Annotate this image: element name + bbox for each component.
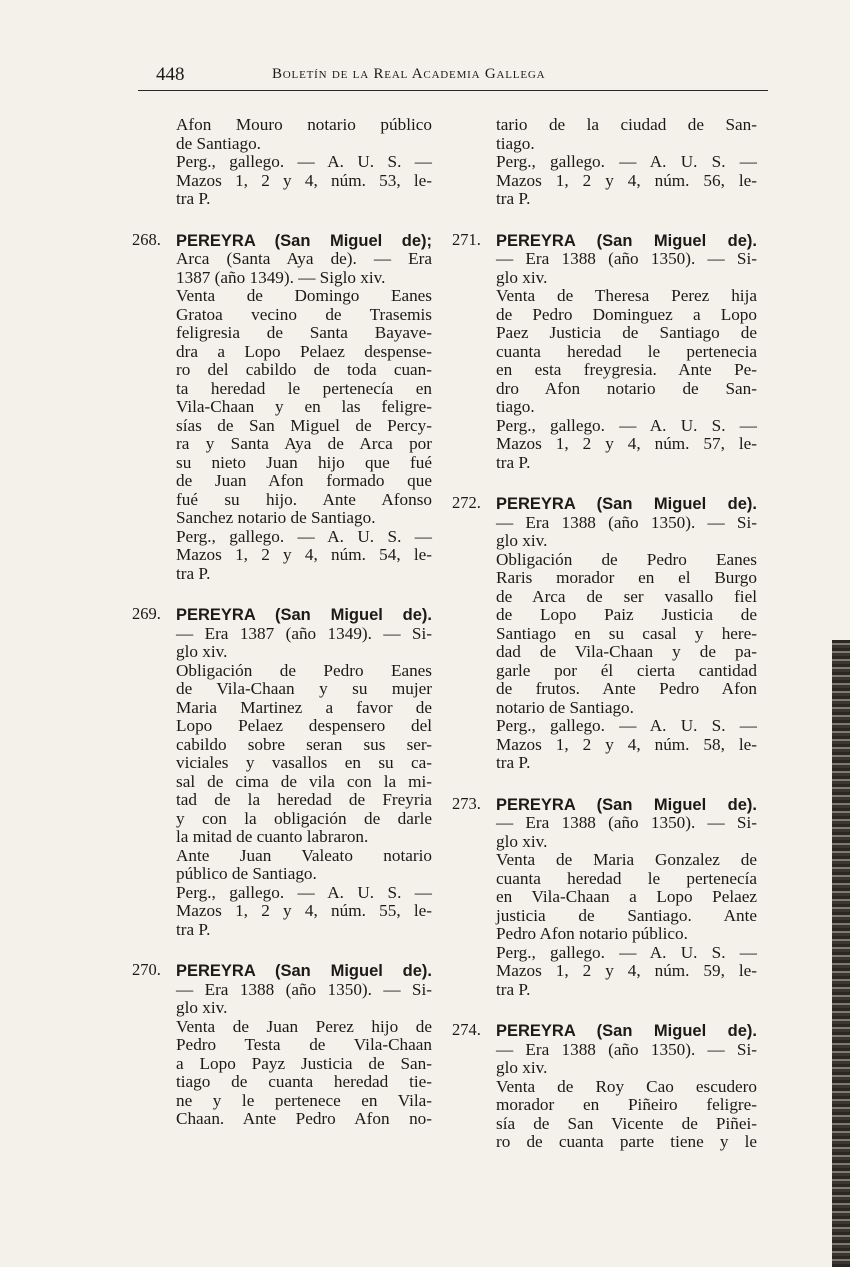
entry-headword: PEREYRA (San Miguel de). (176, 962, 432, 980)
catalog-entry (452, 795, 757, 1000)
entry-gap (452, 999, 757, 1021)
text-line: Mazos 1, 2 y 4, núm. 59, le- (496, 961, 757, 980)
text-line: Mazos 1, 2 y 4, núm. 53, le- (176, 170, 432, 190)
entry-number: 274. (452, 1020, 481, 1039)
text-line: de Juan Afon formado que (176, 471, 432, 490)
text-line: ne y le pertenece en Vila- (176, 1090, 432, 1110)
entry-headword: PEREYRA (San Miguel de). (496, 1022, 757, 1040)
text-line: Afon Mouro notario público (176, 115, 432, 134)
text-line: Lopo Pelaez despensero del (176, 716, 432, 735)
text-line: tra P. (176, 919, 211, 939)
catalog-entry (132, 961, 432, 1129)
text-line: ra y Santa Aya de Arca por (176, 434, 432, 453)
text-line: tra P. (496, 189, 531, 208)
text-line: cabildo sobre seran sus ser- (176, 734, 432, 754)
entry-headline (176, 961, 432, 981)
entry-number: 268. (132, 229, 161, 249)
text-line: 1387 (año 1349). — Siglo xiv. (176, 267, 386, 287)
text-line: a Lopo Payz Justicia de San- (176, 1053, 432, 1073)
entry-gap (132, 583, 432, 605)
text-line: feligresia de Santa Bayave- (176, 323, 432, 342)
entry-headword: PEREYRA (San Miguel de). (496, 231, 757, 250)
text-line: Perg., gallego. — A. U. S. — (176, 152, 432, 171)
text-line: Perg., gallego. — A. U. S. — (496, 415, 757, 435)
page-number: 448 (156, 64, 185, 85)
text-line: tra P. (176, 563, 211, 583)
text-line: notario de Santiago. (496, 697, 634, 717)
text-line: tra P. (176, 189, 211, 208)
left-column (132, 116, 432, 1129)
page-edge-shadow (832, 640, 850, 1267)
text-line: ro del cabildo de toda cuan- (176, 360, 432, 379)
catalog-entry (452, 1021, 757, 1152)
text-line: glo xiv. (176, 998, 228, 1017)
text-line: Perg., gallego. — A. U. S. — (496, 716, 757, 735)
text-line: dro Afon notario de San- (496, 378, 757, 398)
catalog-entry (452, 231, 757, 473)
text-line: Raris morador en el Burgo (496, 568, 757, 587)
entry-headword: PEREYRA (San Miguel de); (176, 231, 432, 250)
text-line: ta heredad le pertenecía en (176, 378, 432, 398)
text-line: Venta de Theresa Perez hija (496, 286, 757, 305)
right-column (452, 116, 757, 1152)
entry-headline (496, 795, 757, 815)
text-line: Perg., gallego. — A. U. S. — (176, 526, 432, 546)
text-line: ro de cuanta parte tiene y le (496, 1132, 757, 1151)
text-line: dad de Vila-Chaan y de pa- (496, 642, 757, 661)
text-line: Venta de Juan Perez hijo de (176, 1016, 432, 1036)
text-line: justicia de Santiago. Ante (496, 905, 757, 925)
entry-headline (496, 1021, 757, 1041)
entry-headword: PEREYRA (San Miguel de). (496, 495, 757, 513)
text-line: — Era 1388 (año 1350). — Si- (496, 1039, 757, 1059)
text-line: Ante Juan Valeato notario (176, 845, 432, 865)
text-line: tra P. (496, 452, 531, 472)
text-line: público de Santiago. (176, 864, 317, 883)
page-header (138, 60, 768, 91)
text-line: fué su hijo. Ante Afonso (176, 489, 432, 509)
entry-headword: PEREYRA (San Miguel de). (496, 795, 757, 814)
text-line: Obligación de Pedro Eanes (176, 660, 432, 680)
text-line: — Era 1388 (año 1350). — Si- (496, 249, 757, 268)
entry-headline (496, 494, 757, 514)
text-line: Chaan. Ante Pedro Afon no- (176, 1109, 432, 1128)
text-line: tiago de cuanta heredad tie- (176, 1072, 432, 1091)
text-line: glo xiv. (176, 642, 228, 661)
text-line: viciales y vasallos en su ca- (176, 753, 432, 772)
text-line: — Era 1387 (año 1349). — Si- (176, 623, 432, 643)
text-line: en Vila-Chaan a Lopo Pelaez (496, 887, 757, 906)
text-line: tario de la ciudad de San- (496, 115, 757, 134)
text-line: cuanta heredad le pertenecia (496, 341, 757, 361)
text-line: Gratoa vecino de Trasemis (176, 304, 432, 324)
text-line: Paez Justicia de Santiago de (496, 323, 757, 342)
text-line: morador en Piñeiro feligre- (496, 1095, 757, 1114)
text-line: Mazos 1, 2 y 4, núm. 57, le- (496, 434, 757, 453)
text-line: Venta de Maria Gonzalez de (496, 850, 757, 869)
catalog-entry (132, 605, 432, 939)
text-line: Santiago en su casal y here- (496, 623, 757, 643)
text-line: Perg., gallego. — A. U. S. — (496, 152, 757, 171)
entry-headline (176, 605, 432, 625)
text-line: sías de San Miguel de Percy- (176, 415, 432, 435)
text-line: tiago. (496, 397, 535, 416)
text-line: de Pedro Dominguez a Lopo (496, 304, 757, 324)
text-line: su nieto Juan hijo que fué (176, 452, 432, 472)
entry-number: 270. (132, 960, 161, 979)
text-line: glo xiv. (496, 531, 548, 550)
text-line: de Santiago. (176, 133, 261, 153)
text-line: Maria Martinez a favor de (176, 697, 432, 717)
text-line: en esta freygresia. Ante Pe- (496, 360, 757, 379)
text-line: tra P. (496, 979, 531, 999)
text-line: glo xiv. (496, 831, 548, 851)
entry-number: 271. (452, 229, 481, 249)
entry-headword: PEREYRA (San Miguel de). (176, 606, 432, 624)
entry-number: 269. (132, 604, 161, 623)
text-line: de frutos. Ante Pedro Afon (496, 679, 757, 698)
entry-gap (132, 939, 432, 961)
text-line: Pedro Testa de Vila-Chaan (176, 1035, 432, 1054)
text-line: sal de cima de vila con la mi- (176, 771, 432, 791)
catalog-entry (132, 231, 432, 584)
text-line: glo xiv. (496, 267, 548, 287)
text-line: Mazos 1, 2 y 4, núm. 58, le- (496, 734, 757, 754)
text-line: Arca (Santa Aya de). — Era (176, 249, 432, 268)
text-line: Obligación de Pedro Eanes (496, 549, 757, 569)
text-line: sía de San Vicente de Piñei- (496, 1113, 757, 1133)
text-line: la mitad de cuanto labraron. (176, 827, 369, 846)
text-line: Vila-Chaan y en las feligre- (176, 397, 432, 416)
text-line: — Era 1388 (año 1350). — Si- (176, 979, 432, 999)
text-line: Venta de Domingo Eanes (176, 286, 432, 305)
text-line: garle por él cierta cantidad (496, 660, 757, 680)
text-line: Perg., gallego. — A. U. S. — (176, 882, 432, 902)
text-line: Mazos 1, 2 y 4, núm. 55, le- (176, 901, 432, 920)
text-line: tiago. (496, 133, 535, 153)
text-line: de Vila-Chaan y su mujer (176, 679, 432, 698)
text-line: Mazos 1, 2 y 4, núm. 56, le- (496, 170, 757, 190)
entry-number: 273. (452, 793, 481, 813)
text-line: tra P. (496, 753, 531, 772)
running-head: Boletín de la Real Academia Gallega (272, 66, 546, 82)
entry-headline (176, 231, 432, 251)
entry-number: 272. (452, 493, 481, 512)
text-line: dra a Lopo Pelaez despense- (176, 341, 432, 361)
text-line: y con la obligación de darle (176, 808, 432, 828)
text-line: — Era 1388 (año 1350). — Si- (496, 512, 757, 532)
text-line: Sanchez notario de Santiago. (176, 508, 376, 527)
text-line: glo xiv. (496, 1058, 548, 1077)
entry-gap (132, 209, 432, 231)
entry-gap (452, 472, 757, 494)
entry-headline (496, 231, 757, 251)
entry-gap (452, 209, 757, 231)
text-line: Perg., gallego. — A. U. S. — (496, 942, 757, 962)
text-line: de Lopo Paiz Justicia de (496, 605, 757, 624)
text-line: Pedro Afon notario público. (496, 924, 688, 943)
text-line: de Arca de ser vasallo fiel (496, 586, 757, 606)
text-line: cuanta heredad le pertenecía (496, 868, 757, 888)
text-line: Mazos 1, 2 y 4, núm. 54, le- (176, 545, 432, 564)
catalog-entry (452, 494, 757, 773)
entry-gap (452, 773, 757, 795)
text-line: Venta de Roy Cao escudero (496, 1076, 757, 1096)
text-line: tad de la heredad de Freyria (176, 790, 432, 809)
text-line: — Era 1388 (año 1350). — Si- (496, 813, 757, 832)
